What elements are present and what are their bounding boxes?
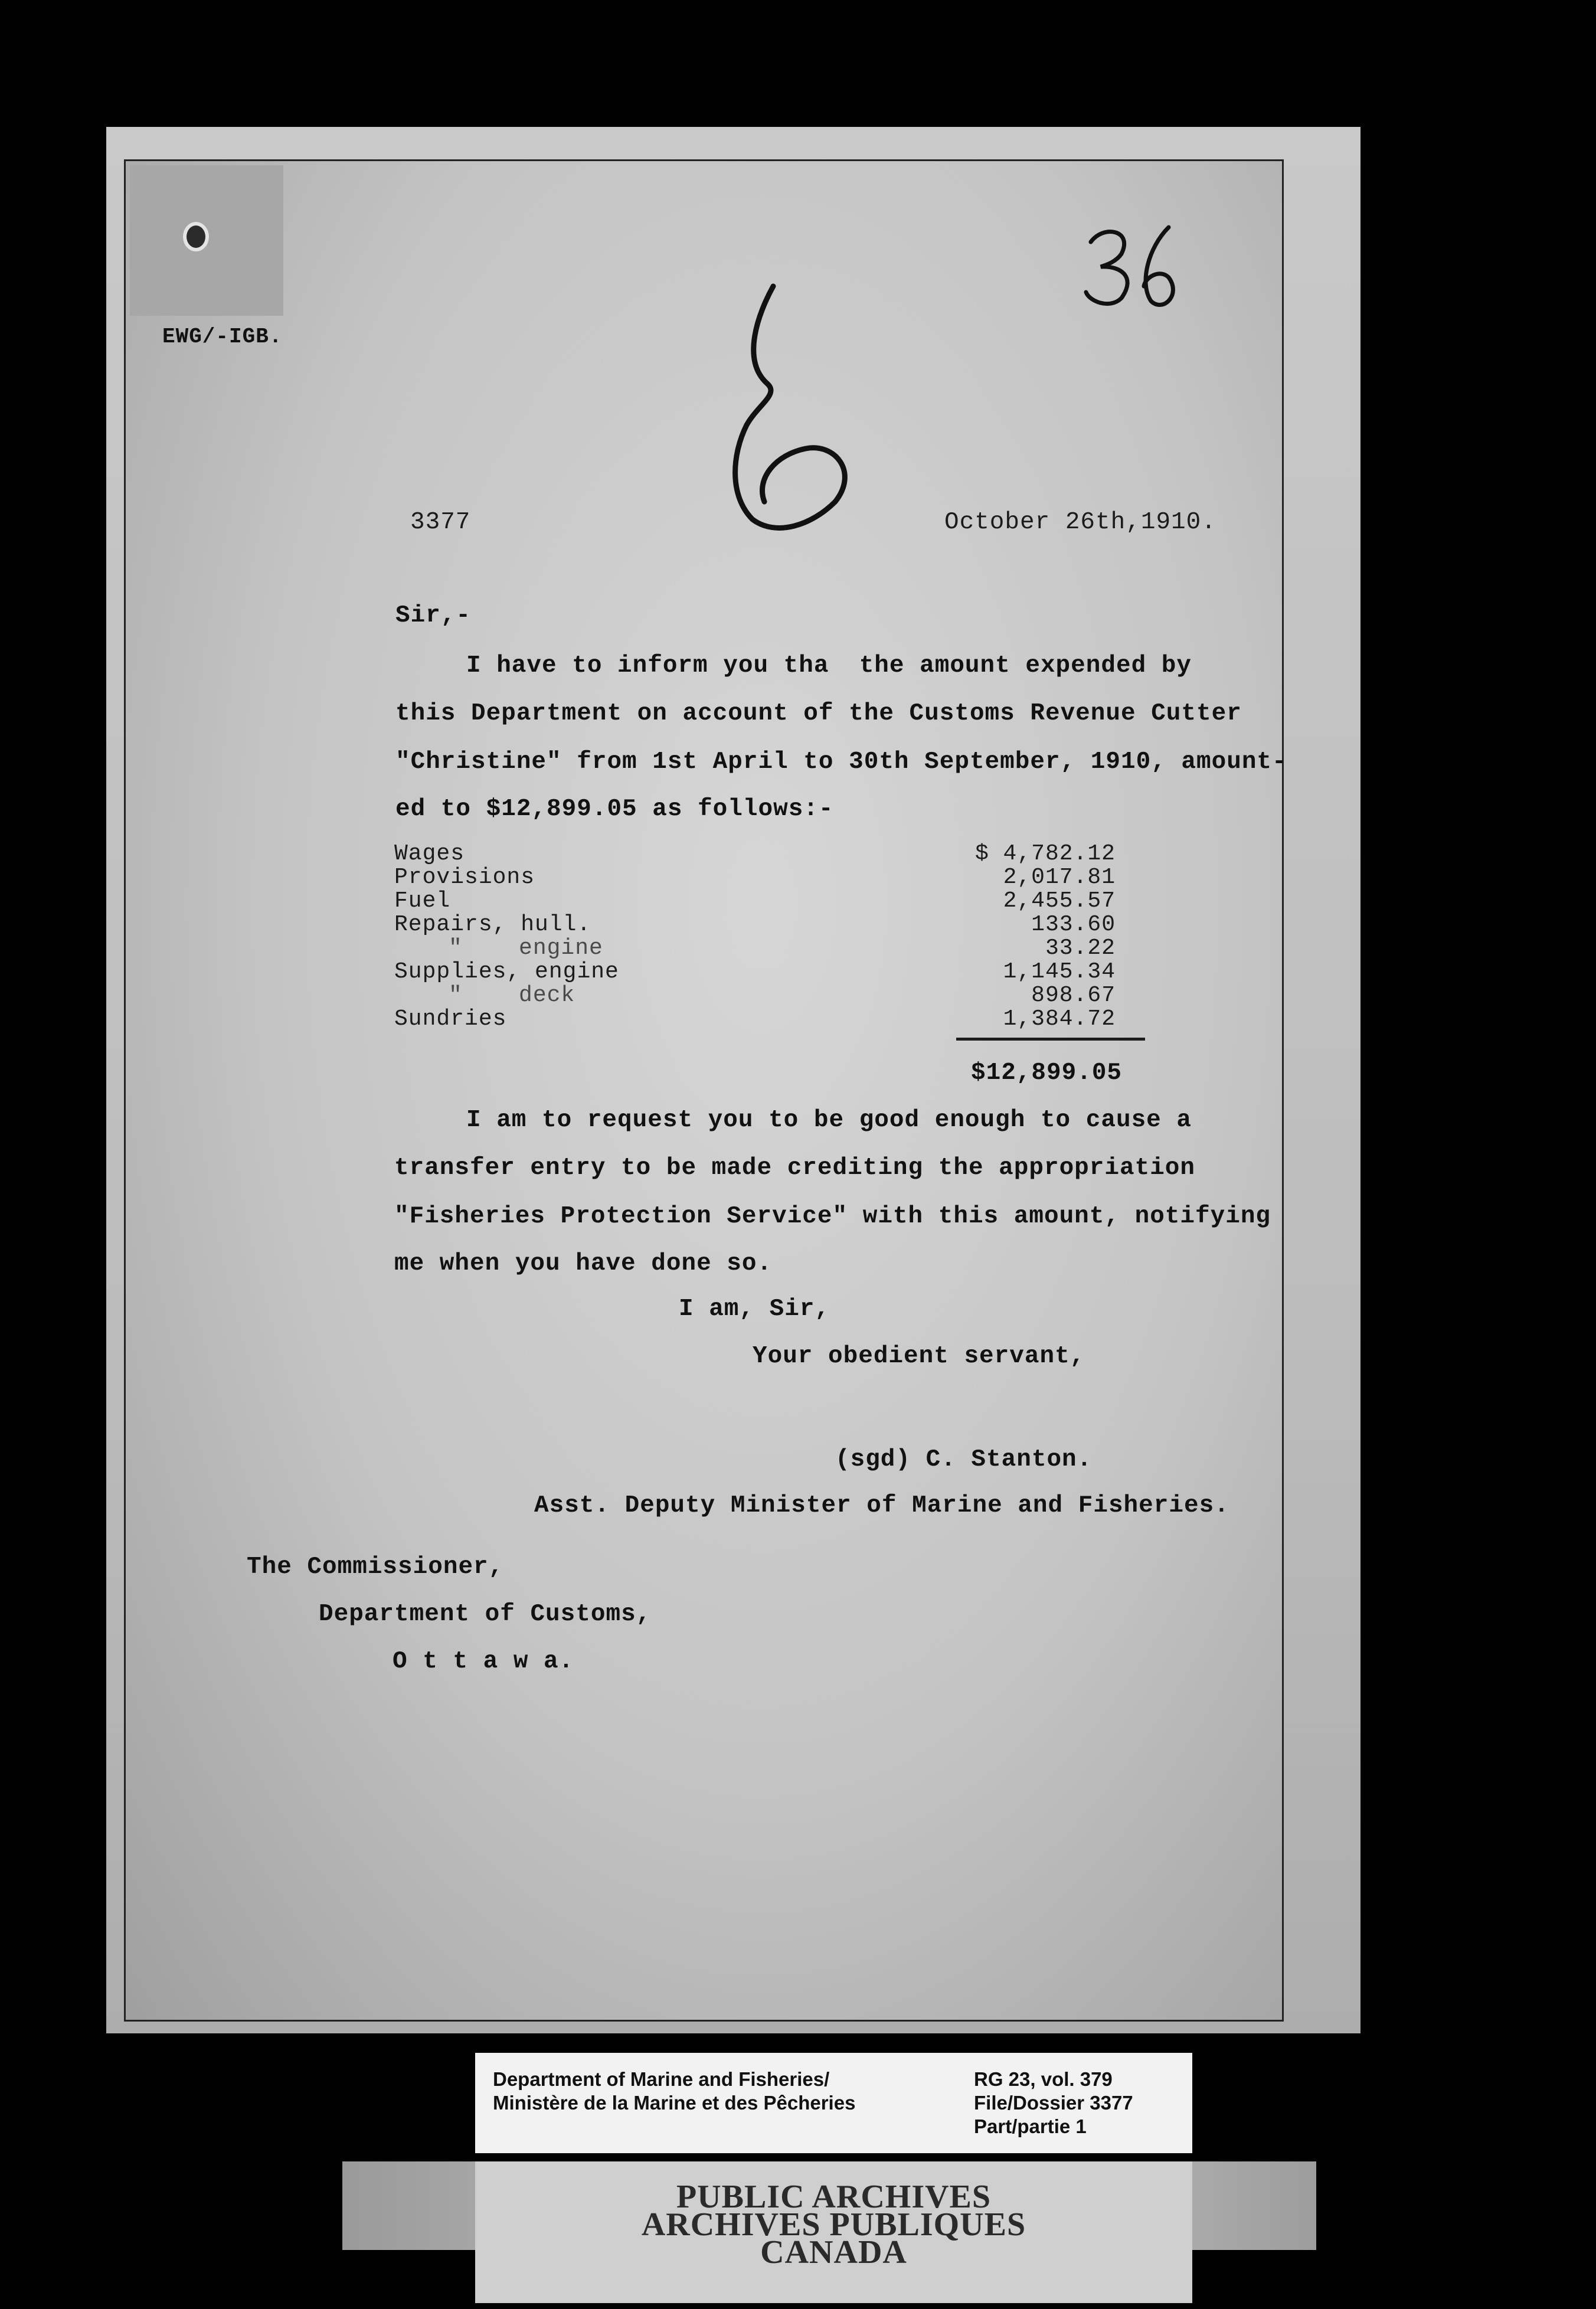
corner-tab xyxy=(130,165,283,316)
handwritten-page-number xyxy=(1080,218,1186,313)
closing: I am, Sir, xyxy=(679,1296,830,1323)
expense-item: " engine xyxy=(449,936,603,961)
request-line: transfer entry to be made crediting the appropriation xyxy=(394,1154,1196,1182)
letter-date: October 26th,1910. xyxy=(944,509,1216,536)
expense-amount: 2,455.57 xyxy=(1003,888,1116,914)
label-reference: RG 23, vol. 379 xyxy=(974,2068,1113,2090)
expense-item: Sundries xyxy=(394,1006,507,1032)
recipient-line: O t t a w a. xyxy=(393,1648,574,1675)
label-department-en: Department of Marine and Fisheries/ xyxy=(493,2068,830,2090)
closing: Your obedient servant, xyxy=(753,1343,1085,1370)
body-line: this Department on account of the Customs Revenue Cutter xyxy=(395,700,1242,727)
request-line: "Fisheries Protection Service" with this amount, notifying xyxy=(394,1203,1271,1230)
expense-item: Provisions xyxy=(394,865,535,890)
stamp-line: PUBLIC ARCHIVES xyxy=(676,2179,992,2215)
expense-item: Wages xyxy=(394,841,465,866)
archive-label xyxy=(475,2053,1192,2153)
stamp-line: ARCHIVES PUBLIQUES xyxy=(641,2206,1026,2243)
signature: (sgd) C. Stanton. xyxy=(835,1446,1093,1473)
request-line: I am to request you to be good enough to cause a xyxy=(466,1107,1192,1134)
body-line: ed to $12,899.05 as follows:- xyxy=(395,796,834,823)
expense-amount: 133.60 xyxy=(1031,912,1116,937)
expense-item: Supplies, engine xyxy=(394,959,619,985)
stamp-line: CANADA xyxy=(760,2234,907,2271)
file-code: EWG/-IGB. xyxy=(162,325,283,349)
punch-hole xyxy=(187,225,205,248)
handwritten-mark xyxy=(723,277,865,537)
salutation: Sir,- xyxy=(395,602,472,629)
body-line: I have to inform you tha the amount expended by xyxy=(466,652,1192,679)
expense-item: " deck xyxy=(449,983,575,1008)
recipient-line: The Commissioner, xyxy=(247,1553,504,1581)
request-line: me when you have done so. xyxy=(394,1250,773,1277)
expense-amount: 2,017.81 xyxy=(1003,865,1116,890)
body-line: "Christine" from 1st April to 30th September, 1910, amount- xyxy=(395,748,1287,776)
expense-item: Repairs, hull. xyxy=(394,912,591,937)
expense-amount: $ 4,782.12 xyxy=(974,841,1116,866)
expense-amount: 1,384.72 xyxy=(1003,1006,1116,1032)
expense-amount: 898.67 xyxy=(1031,983,1116,1008)
label-part: Part/partie 1 xyxy=(974,2115,1087,2137)
file-number: 3377 xyxy=(410,509,471,536)
signature-title: Asst. Deputy Minister of Marine and Fisheries. xyxy=(534,1492,1229,1519)
label-department-fr: Ministère de la Marine et des Pêcheries xyxy=(493,2092,856,2114)
expense-item: Fuel xyxy=(394,888,451,914)
letter-page xyxy=(124,159,1284,2022)
expense-amount: 1,145.34 xyxy=(1003,959,1116,985)
label-file: File/Dossier 3377 xyxy=(974,2092,1133,2114)
recipient-line: Department of Customs, xyxy=(319,1601,652,1628)
total-rule xyxy=(956,1038,1145,1041)
expense-amount: 33.22 xyxy=(1045,936,1116,961)
expense-total: $12,899.05 xyxy=(971,1059,1123,1087)
